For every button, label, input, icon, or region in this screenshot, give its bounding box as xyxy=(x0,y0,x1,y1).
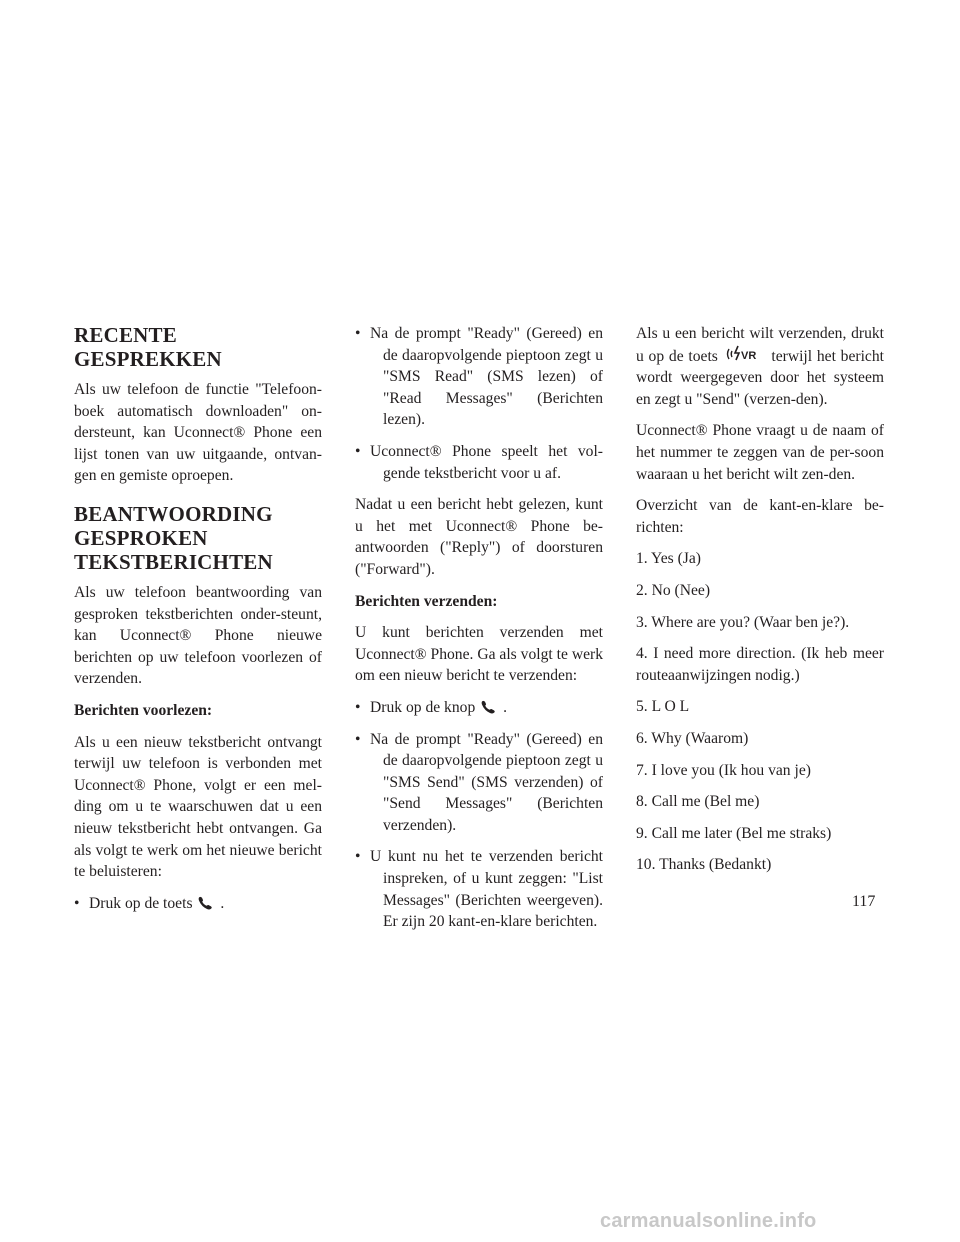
list-item xyxy=(355,697,603,719)
paragraph-text-suffix: terwijl het bericht wordt weergegeven door het systeem en zegt u "Send" (verzen-den). xyxy=(636,347,884,408)
heading-line: TEKSTBERICHTEN xyxy=(74,549,273,574)
list-item xyxy=(355,441,603,484)
bullet-dot: • xyxy=(355,848,361,866)
list-item xyxy=(74,893,322,915)
list-item: 10. Thanks (Bedankt) xyxy=(636,856,772,874)
watermark: carmanualsonline.info xyxy=(600,1210,817,1232)
list-item: 9. Call me later (Bel me straks) xyxy=(636,824,832,842)
subheading-berichten-voorlezen: Berichten voorlezen: xyxy=(74,701,213,719)
voice-recognition-icon xyxy=(725,345,765,363)
bullet-dot: • xyxy=(355,730,361,748)
bullet-dot: • xyxy=(355,325,361,342)
paragraph-verzenden: U kunt berichten verzenden met Uconnect® Phone. Ga als volgt te werk om een nieuw bericht te verzenden: xyxy=(355,624,603,685)
bullet-dot: • xyxy=(355,442,361,460)
bullet-text-suffix: . xyxy=(220,894,225,912)
bullet-text-suffix: . xyxy=(503,698,507,716)
paragraph-overzicht: Overzicht van de kant-en-klare be-richten: xyxy=(636,497,884,536)
column-left xyxy=(74,323,322,924)
paragraph-recente-gesprekken: Als uw telefoon de functie "Telefoon-boek automatisch downloaden" on-dersteunt, kan Uconnect® Phone een lijst tonen van uw uitgaande, ontvan-gen en gemiste oproepen. xyxy=(74,381,322,485)
list-item xyxy=(355,323,603,431)
subheading-berichten-verzenden: Berichten verzenden: xyxy=(355,592,498,610)
heading-beantwoording xyxy=(74,502,322,574)
list-item: 7. I love you (Ik hou van je) xyxy=(636,761,811,779)
list-item: 3. Where are you? (Waar ben je?). xyxy=(636,613,850,631)
phone-icon xyxy=(481,700,497,714)
list-item: 6. Why (Waarom) xyxy=(636,729,749,747)
list-item xyxy=(355,846,603,932)
phone-icon xyxy=(198,896,214,910)
heading-line: GESPROKEN xyxy=(74,525,208,550)
bullet-text: Na de prompt "Ready" (Gereed) en de daaropvolgende pieptoon zegt u "SMS Read" (SMS lezen) of "Read Messages" (Berichten lezen). xyxy=(370,325,603,429)
bullet-dot: • xyxy=(355,698,361,716)
paragraph-voorlezen: Als u een nieuw tekstbericht ontvangt terwijl uw telefoon is verbonden met Uconnect® Phone, volgt er een mel-ding om u te waarschuwen dat u een nieuw tekstbericht hebt ontvangen. Ga als volgt te werk om het nieuwe bericht te beluisteren: xyxy=(74,733,322,881)
list-item: 8. Call me (Bel me) xyxy=(636,793,760,811)
list-item: 1. Yes (Ja) xyxy=(636,550,701,568)
bullet-text: Na de prompt "Ready" (Gereed) en de daaropvolgende pieptoon zegt u "SMS Send" (SMS verzenden) of "Send Messages" (Berichten verzenden). xyxy=(370,730,603,834)
paragraph-nadat: Nadat u een bericht hebt gelezen, kunt u het met Uconnect® Phone be-antwoorden ("Reply") of doorsturen ("Forward"). xyxy=(355,496,603,578)
bullet-text: Druk op de toets xyxy=(89,894,193,912)
paragraph-text: Als u een bericht wilt verzenden, drukt u op de toets xyxy=(636,325,884,365)
page-number: 117 xyxy=(852,893,876,910)
heading-recente-gesprekken: RECENTE GESPREKKEN xyxy=(74,323,222,371)
bullet-text: Uconnect® Phone speelt het vol-gende tekstbericht voor u af. xyxy=(370,442,603,482)
paragraph-beantwoording: Als uw telefoon beantwoording van gesproken tekstberichten onder-steunt, kan Uconnect® Phone nieuwe berichten op uw telefoon voorlezen of verzenden. xyxy=(74,583,322,688)
heading-line: BEANTWOORDING xyxy=(74,501,273,526)
svg-text:VR: VR xyxy=(740,349,756,362)
paragraph-bericht-verzenden xyxy=(636,323,884,410)
list-item: 2. No (Nee) xyxy=(636,581,711,599)
list-item: 4. I need more direction. (Ik heb meer routeaanwijzingen nodig.) xyxy=(636,645,884,684)
list-item xyxy=(355,729,603,837)
column-middle xyxy=(355,323,603,943)
bullet-dot: • xyxy=(74,894,80,912)
list-item: 5. L O L xyxy=(636,698,690,716)
column-right xyxy=(636,323,884,886)
paragraph-naam-nummer: Uconnect® Phone vraagt u de naam of het nummer te zeggen van de per-soon waaraan u het bericht wilt zen-den. xyxy=(636,422,884,483)
bullet-text: Druk op de knop xyxy=(370,698,476,716)
bullet-text: U kunt nu het te verzenden bericht inspreken, of u kunt zeggen: "List Messages" (Berichten weergeven). Er zijn 20 kant-en-klare berichten. xyxy=(370,848,603,931)
